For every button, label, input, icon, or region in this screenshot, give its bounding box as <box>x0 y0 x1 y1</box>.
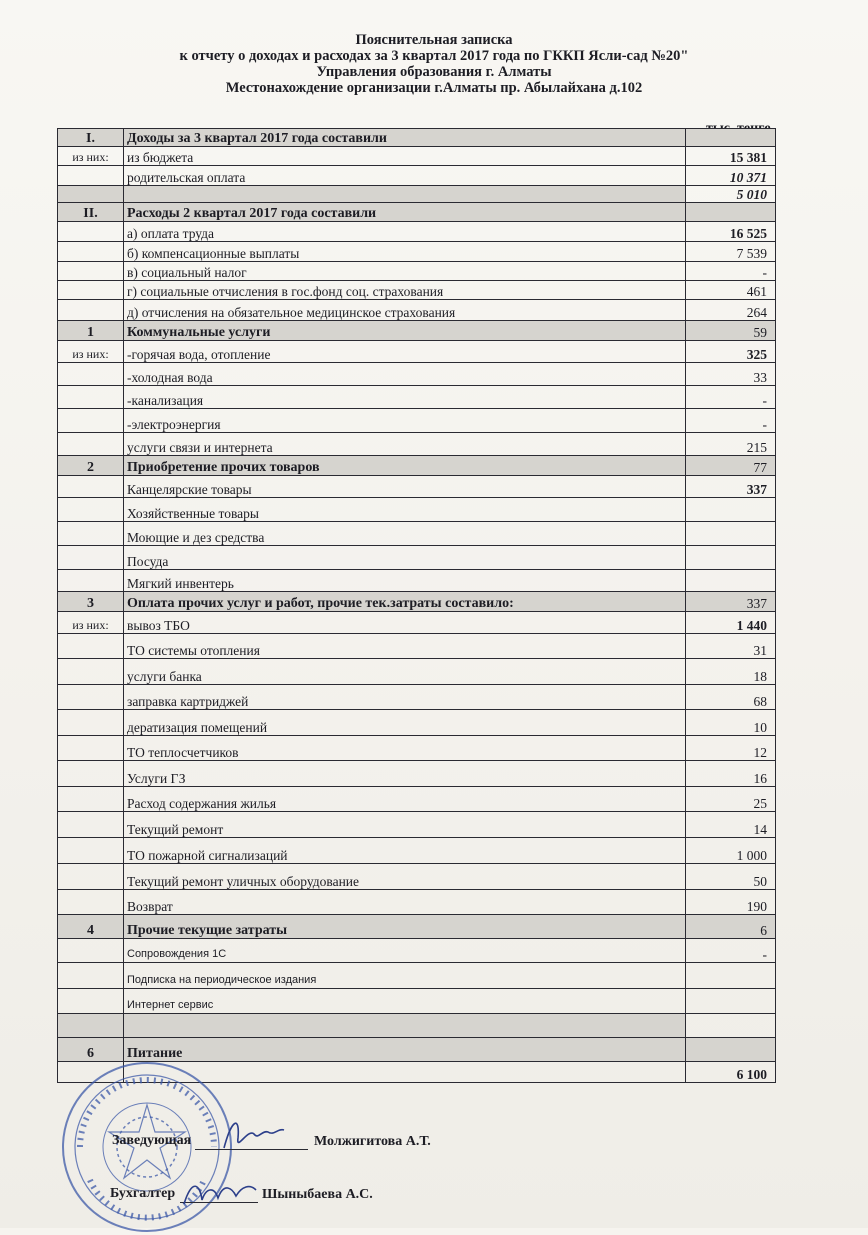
amount-cell: 16 525 <box>686 222 776 242</box>
row-number-cell: 4 <box>58 915 124 939</box>
item-label-cell: Доходы за 3 квартал 2017 года составили <box>124 129 686 147</box>
section-row <box>58 203 776 222</box>
amount-cell: 16 <box>686 761 776 787</box>
item-label-cell: ТО пожарной сигнализаций <box>124 838 686 864</box>
item-label-cell: Текущий ремонт уличных оборудование <box>124 864 686 890</box>
table-row <box>58 522 776 546</box>
item-label-cell: а) оплата труда <box>124 222 686 242</box>
row-number-cell <box>58 522 124 546</box>
header-location: Местонахождение организации г.Алматы пр. Абылайхана д.102 <box>225 80 643 96</box>
table-row <box>58 166 776 186</box>
item-label-cell: -электроэнергия <box>124 409 686 433</box>
item-label-cell: ТО теплосчетчиков <box>124 736 686 761</box>
item-label-cell: Расход содержания жилья <box>124 787 686 812</box>
item-label-cell: Прочие текущие затраты <box>124 915 686 939</box>
item-label-cell: Возврат <box>124 890 686 915</box>
table-row <box>58 363 776 386</box>
item-label-cell: Расходы 2 квартал 2017 года составили <box>124 203 686 222</box>
table-row <box>58 242 776 262</box>
row-number-cell: 2 <box>58 456 124 476</box>
accountant-signature <box>180 1170 260 1215</box>
item-label-cell: Интернет сервис <box>124 989 686 1014</box>
row-number-cell <box>58 242 124 262</box>
amount-cell <box>686 963 776 989</box>
amount-cell: 10 <box>686 710 776 736</box>
item-label-cell: Приобретение прочих товаров <box>124 456 686 476</box>
item-label-cell: из бюджета <box>124 147 686 166</box>
table-row <box>58 939 776 963</box>
amount-cell: 15 381 <box>686 147 776 166</box>
table-row <box>58 890 776 915</box>
amount-cell <box>686 989 776 1014</box>
amount-cell: 1 000 <box>686 838 776 864</box>
amount-cell: 7 539 <box>686 242 776 262</box>
report-table <box>57 128 776 1083</box>
row-number-cell <box>58 939 124 963</box>
amount-cell <box>686 570 776 592</box>
item-label-cell: Мягкий инвентерь <box>124 570 686 592</box>
amount-cell: - <box>686 939 776 963</box>
amount-cell <box>686 546 776 570</box>
head-name: Молжигитова А.Т. <box>314 1134 431 1149</box>
item-label-cell: Хозяйственные товары <box>124 498 686 522</box>
row-number-cell <box>58 498 124 522</box>
item-label-cell: ТО системы отопления <box>124 634 686 659</box>
amount-cell: 59 <box>686 321 776 341</box>
item-label-cell: заправка картриджей <box>124 685 686 710</box>
amount-cell: 461 <box>686 281 776 300</box>
row-number-cell: 1 <box>58 321 124 341</box>
amount-cell: 68 <box>686 685 776 710</box>
item-label-cell: услуги связи и интернета <box>124 433 686 456</box>
row-number-cell: 3 <box>58 592 124 612</box>
document-header <box>0 32 868 96</box>
amount-cell <box>686 203 776 222</box>
amount-cell: 264 <box>686 300 776 321</box>
row-number-cell <box>58 634 124 659</box>
table-row <box>58 659 776 685</box>
row-number-cell <box>58 761 124 787</box>
item-label-cell: Питание <box>124 1038 686 1062</box>
item-label-cell <box>124 1014 686 1038</box>
header-department: Управления образования г. Алматы <box>316 64 552 80</box>
table-row <box>58 222 776 242</box>
amount-cell: 190 <box>686 890 776 915</box>
row-number-cell <box>58 386 124 409</box>
row-number-cell: из них: <box>58 147 124 166</box>
row-number-cell: 6 <box>58 1038 124 1062</box>
table-row <box>58 476 776 498</box>
row-number-cell <box>58 570 124 592</box>
item-label-cell: Коммунальные услуги <box>124 321 686 341</box>
table-row <box>58 386 776 409</box>
item-label-cell: Посуда <box>124 546 686 570</box>
item-label-cell: б) компенсационные выплаты <box>124 242 686 262</box>
table-row <box>58 838 776 864</box>
accountant-name: Шыныбаева А.С. <box>262 1187 373 1202</box>
section-row <box>58 456 776 476</box>
row-number-cell <box>58 864 124 890</box>
item-label-cell: Сопровождения 1С <box>124 939 686 963</box>
item-label-cell: Моющие и дез средства <box>124 522 686 546</box>
row-number-cell <box>58 262 124 281</box>
amount-cell <box>686 522 776 546</box>
section-row <box>58 321 776 341</box>
amount-cell <box>686 1014 776 1038</box>
amount-cell: 12 <box>686 736 776 761</box>
row-number-cell <box>58 363 124 386</box>
amount-cell: 215 <box>686 433 776 456</box>
table-row <box>58 570 776 592</box>
amount-cell: 33 <box>686 363 776 386</box>
amount-cell: 5 010 <box>686 186 776 203</box>
amount-cell: 18 <box>686 659 776 685</box>
amount-cell: 1 440 <box>686 612 776 634</box>
amount-cell <box>686 498 776 522</box>
amount-cell: 25 <box>686 787 776 812</box>
item-label-cell: Оплата прочих услуг и работ, прочие тек.затраты составило: <box>124 592 686 612</box>
table-row <box>58 186 776 203</box>
row-number-cell <box>58 812 124 838</box>
amount-cell: 14 <box>686 812 776 838</box>
item-label-cell: г) социальные отчисления в гос.фонд соц. страхования <box>124 281 686 300</box>
amount-cell: 325 <box>686 341 776 363</box>
amount-cell: - <box>686 409 776 433</box>
table-row <box>58 147 776 166</box>
head-signature <box>218 1108 288 1158</box>
table-row <box>58 710 776 736</box>
table-row <box>58 761 776 787</box>
item-label-cell: услуги банка <box>124 659 686 685</box>
row-number-cell <box>58 659 124 685</box>
table-row <box>58 409 776 433</box>
table-row <box>58 341 776 363</box>
amount-cell: 10 371 <box>686 166 776 186</box>
table-row <box>58 787 776 812</box>
amount-cell <box>686 1038 776 1062</box>
section-row <box>58 592 776 612</box>
item-label-cell: Канцелярские товары <box>124 476 686 498</box>
table-row <box>58 262 776 281</box>
table-row <box>58 736 776 761</box>
row-number-cell <box>58 989 124 1014</box>
table-row <box>58 685 776 710</box>
row-number-cell <box>58 685 124 710</box>
section-row <box>58 915 776 939</box>
row-number-cell: II. <box>58 203 124 222</box>
table-row <box>58 963 776 989</box>
table-row <box>58 498 776 522</box>
row-number-cell <box>58 710 124 736</box>
amount-cell: 337 <box>686 476 776 498</box>
table-row <box>58 812 776 838</box>
item-label-cell: Текущий ремонт <box>124 812 686 838</box>
table-row <box>58 300 776 321</box>
row-number-cell: из них: <box>58 612 124 634</box>
item-label-cell: -холодная вода <box>124 363 686 386</box>
table-row <box>58 864 776 890</box>
header-title: Пояснительная записка <box>355 32 513 48</box>
amount-cell: 50 <box>686 864 776 890</box>
amount-cell: 77 <box>686 456 776 476</box>
item-label-cell: д) отчисления на обязательное медицинское страхования <box>124 300 686 321</box>
amount-cell: 337 <box>686 592 776 612</box>
item-label-cell: родительская оплата <box>124 166 686 186</box>
item-label-cell: в) социальный налог <box>124 262 686 281</box>
amount-cell: - <box>686 262 776 281</box>
row-number-cell <box>58 546 124 570</box>
amount-cell: - <box>686 386 776 409</box>
item-label-cell: вывоз ТБО <box>124 612 686 634</box>
item-label-cell: дератизация помещений <box>124 710 686 736</box>
row-number-cell <box>58 1014 124 1038</box>
row-number-cell <box>58 433 124 456</box>
table-row <box>58 433 776 456</box>
row-number-cell <box>58 281 124 300</box>
section-row <box>58 129 776 147</box>
header-subtitle: к отчету о доходах и расходах за 3 квартал 2017 года по ГККП Ясли-сад №20" <box>179 48 689 64</box>
row-number-cell: из них: <box>58 341 124 363</box>
section-row <box>58 1038 776 1062</box>
row-number-cell <box>58 890 124 915</box>
row-number-cell <box>58 787 124 812</box>
amount-cell: 6 100 <box>686 1062 776 1083</box>
table-row <box>58 634 776 659</box>
amount-cell: 6 <box>686 915 776 939</box>
amount-cell <box>686 129 776 147</box>
row-number-cell <box>58 222 124 242</box>
item-label-cell: -канализация <box>124 386 686 409</box>
item-label-cell <box>124 186 686 203</box>
table-row <box>58 281 776 300</box>
row-number-cell: I. <box>58 129 124 147</box>
item-label-cell: Услуги ГЗ <box>124 761 686 787</box>
item-label-cell: Подписка на периодическое издания <box>124 963 686 989</box>
table-row <box>58 1014 776 1038</box>
head-title: Заведующая <box>112 1133 192 1148</box>
row-number-cell <box>58 838 124 864</box>
table-row <box>58 612 776 634</box>
accountant-title: Бухгалтер <box>110 1186 176 1201</box>
row-number-cell <box>58 300 124 321</box>
row-number-cell <box>58 186 124 203</box>
amount-cell: 31 <box>686 634 776 659</box>
row-number-cell <box>58 736 124 761</box>
table-row <box>58 989 776 1014</box>
row-number-cell <box>58 166 124 186</box>
item-label-cell: -горячая вода, отопление <box>124 341 686 363</box>
table-row <box>58 546 776 570</box>
row-number-cell <box>58 476 124 498</box>
row-number-cell <box>58 409 124 433</box>
row-number-cell <box>58 963 124 989</box>
